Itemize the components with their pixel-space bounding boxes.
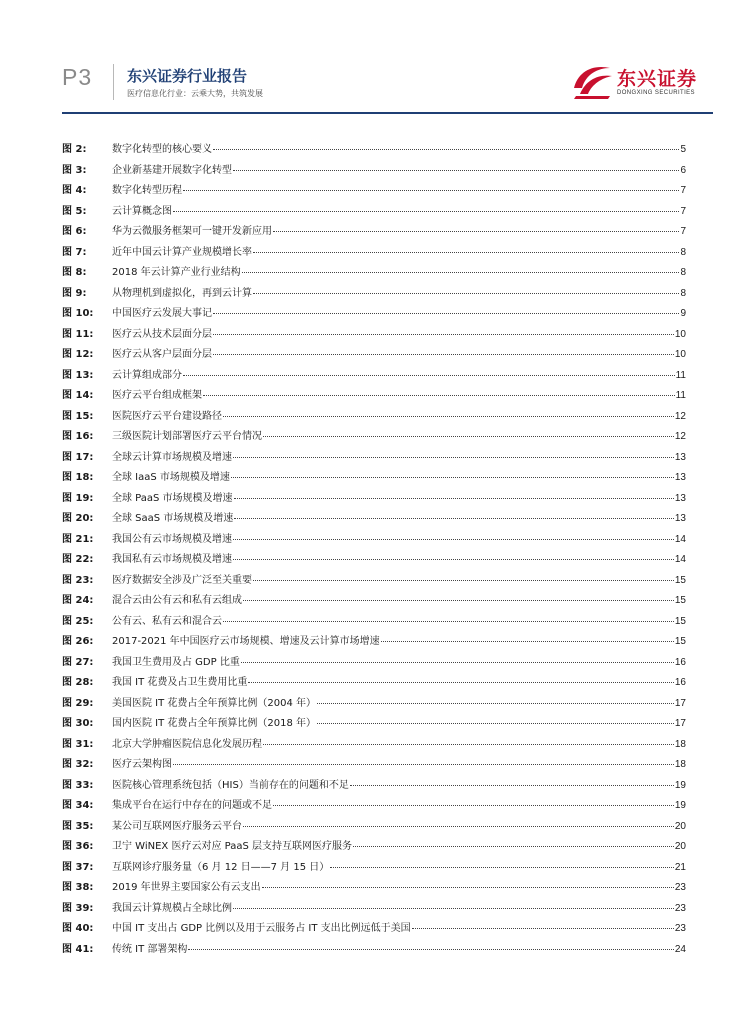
toc-entry-leader [173,211,679,212]
toc-entry-page: 20 [674,841,686,852]
toc-entry-page: 24 [674,943,686,955]
toc-entry-leader [183,190,679,191]
toc-entry[interactable] [62,284,686,305]
toc-entry[interactable] [62,243,686,264]
toc-entry[interactable] [62,858,686,879]
toc-entry-leader [188,949,673,950]
toc-entry-page: 9 [680,308,686,319]
toc-entry-page: 12 [674,431,686,442]
figure-index-list [62,140,686,960]
toc-entry-title: 我国 IT 花费及占卫生费用比重 [112,677,248,688]
toc-entry-title: 企业新基建开展数字化转型 [112,164,232,176]
toc-entry-number: 图 3: [62,164,87,176]
toc-entry-page: 8 [680,287,686,299]
toc-entry-title: 2019 年世界主要国家公有云支出 [112,882,261,893]
toc-entry[interactable] [62,325,686,346]
toc-entry-number: 图 22: [62,554,94,565]
toc-entry-title: 医疗数据安全涉及广泛至关重要 [112,574,252,586]
toc-entry-leader [263,744,674,745]
toc-entry-title: 我国私有云市场规模及增速 [112,554,232,565]
toc-entry-number: 图 30: [62,718,94,729]
toc-entry[interactable] [62,263,686,284]
toc-entry[interactable] [62,878,686,899]
toc-entry-number: 图 5: [62,205,87,217]
toc-entry-number: 图 25: [62,615,94,627]
toc-entry-page: 11 [675,369,686,381]
toc-entry-title: 中国医疗云发展大事记 [112,308,212,319]
toc-entry-page: 17 [674,718,686,729]
toc-entry-title: 医院核心管理系统包括（HIS）当前存在的问题和不足 [112,779,349,791]
toc-entry-leader [241,662,674,663]
toc-entry[interactable] [62,694,686,715]
toc-entry-page: 10 [674,349,686,360]
toc-entry-title: 传统 IT 部署架构 [112,943,188,955]
toc-entry-leader [233,539,674,540]
toc-entry-title: 近年中国云计算产业规模增长率 [112,246,252,258]
toc-entry-number: 图 41: [62,943,94,955]
toc-entry-title: 全球 SaaS 市场规模及增速 [112,513,234,524]
toc-entry-leader [233,559,674,560]
toc-entry[interactable] [62,509,686,530]
toc-entry-page: 23 [674,902,686,914]
company-logo [572,62,712,102]
toc-entry-leader [317,723,674,724]
toc-entry-title: 集成平台在运行中存在的问题或不足 [112,800,272,811]
toc-entry-leader [213,334,674,335]
toc-entry[interactable] [62,222,686,243]
toc-entry-page: 5 [680,144,686,155]
toc-entry[interactable] [62,653,686,674]
toc-entry-title: 2017-2021 年中国医疗云市场规模、增速及云计算市场增速 [112,636,380,647]
toc-entry-page: 13 [674,472,686,483]
toc-entry-number: 图 12: [62,349,94,360]
toc-entry[interactable] [62,591,686,612]
header-rule [62,112,713,114]
toc-entry-number: 图 18: [62,472,94,483]
toc-entry-number: 图 6: [62,226,87,237]
toc-entry-title: 2018 年云计算产业行业结构 [112,267,241,278]
toc-entry-number: 图 19: [62,492,94,504]
toc-entry-title: 医疗云从客户层面分层 [112,349,212,360]
toc-entry-number: 图 2: [62,144,87,155]
toc-entry-title: 卫宁 WiNEX 医疗云对应 PaaS 层支持互联网医疗服务 [112,841,352,852]
toc-entry-leader [248,682,673,683]
toc-entry-page: 7 [680,226,686,237]
toc-entry-page: 13 [674,492,686,504]
toc-entry-number: 图 20: [62,513,94,524]
toc-entry[interactable] [62,202,686,223]
toc-entry[interactable] [62,489,686,510]
toc-entry-leader [263,436,674,437]
toc-entry-title: 医疗云平台组成框架 [112,390,202,401]
toc-entry-page: 18 [674,738,686,750]
toc-entry[interactable] [62,386,686,407]
toc-entry-page: 15 [674,615,686,627]
toc-entry[interactable] [62,714,686,735]
toc-entry-leader [233,908,674,909]
toc-entry-leader [262,887,674,888]
toc-entry-leader [273,231,679,232]
toc-entry[interactable] [62,140,686,161]
toc-entry-page: 13 [674,451,686,463]
toc-entry-title: 美国医院 IT 花费占全年预算比例（2004 年） [112,697,317,709]
toc-entry[interactable] [62,407,686,428]
toc-entry-leader [317,703,674,704]
toc-entry-number: 图 31: [62,738,94,750]
toc-entry-page: 12 [674,410,686,422]
toc-entry-page: 10 [674,328,686,340]
toc-entry-number: 图 16: [62,431,94,442]
toc-entry[interactable] [62,919,686,940]
toc-entry[interactable] [62,181,686,202]
toc-entry-leader [233,170,679,171]
toc-entry-number: 图 23: [62,574,94,586]
toc-entry-leader [253,580,674,581]
toc-entry-leader [234,498,674,499]
toc-entry-number: 图 17: [62,451,94,463]
toc-entry-leader [273,805,674,806]
toc-entry-page: 18 [674,759,686,770]
toc-entry-page: 21 [674,861,686,873]
toc-entry[interactable] [62,427,686,448]
toc-entry-title: 公有云、私有云和混合云 [112,615,222,627]
toc-entry-number: 图 9: [62,287,87,299]
toc-entry-title: 医疗云架构图 [112,759,172,770]
toc-entry-page: 16 [674,677,686,688]
toc-entry-number: 图 13: [62,369,94,381]
toc-entry-number: 图 40: [62,923,94,934]
toc-entry-page: 8 [680,246,686,258]
toc-entry-page: 19 [674,800,686,811]
report-title: 东兴证券行业报告 [127,67,248,85]
toc-entry-page: 7 [680,185,686,196]
toc-entry-page: 15 [674,574,686,586]
toc-entry-title: 北京大学肿瘤医院信息化发展历程 [112,738,262,750]
toc-entry-page: 20 [674,820,686,832]
toc-entry-number: 图 32: [62,759,94,770]
toc-entry-leader [173,764,674,765]
toc-entry-number: 图 11: [62,328,94,340]
toc-entry-leader [183,375,675,376]
toc-entry-page: 23 [674,923,686,934]
toc-entry-title: 云计算概念图 [112,205,172,217]
toc-entry-leader [234,518,674,519]
toc-entry[interactable] [62,673,686,694]
report-subtitle: 医疗信息化行业：云乘大势，共筑发展 [127,89,263,98]
toc-entry-page: 14 [674,533,686,545]
toc-entry-leader [223,621,674,622]
toc-entry[interactable] [62,161,686,182]
toc-entry-title: 医院医疗云平台建设路径 [112,410,222,422]
toc-entry-page: 13 [674,513,686,524]
toc-entry-leader [381,641,674,642]
toc-entry-number: 图 34: [62,800,94,811]
toc-entry-page: 23 [674,882,686,893]
toc-entry-leader [213,354,674,355]
toc-entry-leader [243,600,674,601]
toc-entry-page: 19 [674,779,686,791]
toc-entry-number: 图 14: [62,390,94,401]
toc-entry[interactable] [62,632,686,653]
toc-entry-page: 8 [680,267,686,278]
toc-entry-leader [350,785,674,786]
toc-entry-title: 我国卫生费用及占 GDP 比重 [112,656,240,668]
toc-entry-leader [412,928,674,929]
toc-entry-title: 三级医院计划部署医疗云平台情况 [112,431,262,442]
toc-entry-number: 图 4: [62,185,87,196]
toc-entry-number: 图 8: [62,267,87,278]
toc-entry-page: 15 [674,636,686,647]
toc-entry-leader [213,313,679,314]
logo-name-en: DONGXING SECURITIES [617,90,695,96]
toc-entry-title: 全球 IaaS 市场规模及增速 [112,472,230,483]
toc-entry[interactable] [62,304,686,325]
toc-entry-leader [213,149,679,150]
toc-entry-title: 某公司互联网医疗服务云平台 [112,820,242,832]
toc-entry[interactable] [62,796,686,817]
toc-entry-title: 互联网诊疗服务量（6 月 12 日——7 月 15 日） [112,861,330,873]
toc-entry-page: 7 [680,205,686,217]
toc-entry-number: 图 27: [62,656,94,668]
toc-entry-number: 图 28: [62,677,94,688]
toc-entry-number: 图 35: [62,820,94,832]
toc-entry-leader [231,477,674,478]
toc-entry-leader [353,846,674,847]
toc-entry-title: 全球 PaaS 市场规模及增速 [112,492,233,504]
toc-entry-title: 医疗云从技术层面分层 [112,328,212,340]
toc-entry[interactable] [62,366,686,387]
toc-entry-number: 图 26: [62,636,94,647]
toc-entry-number: 图 39: [62,902,94,914]
toc-entry[interactable] [62,776,686,797]
logo-emblem-icon [572,62,614,100]
toc-entry-page: 11 [675,390,686,401]
toc-entry-page: 17 [674,697,686,709]
toc-entry-page: 6 [680,164,686,176]
toc-entry-title: 数字化转型历程 [112,185,182,196]
toc-entry[interactable] [62,550,686,571]
toc-entry-number: 图 7: [62,246,87,258]
toc-entry-title: 华为云微服务框架可一键开发新应用 [112,226,272,237]
toc-entry-leader [243,826,674,827]
toc-entry-number: 图 38: [62,882,94,893]
toc-entry[interactable] [62,899,686,920]
toc-entry[interactable] [62,530,686,551]
toc-entry[interactable] [62,940,686,961]
toc-entry-leader [330,867,674,868]
toc-entry-title: 云计算组成部分 [112,369,182,381]
toc-entry-title: 混合云由公有云和私有云组成 [112,595,242,606]
toc-entry[interactable] [62,817,686,838]
toc-entry-leader [253,252,679,253]
toc-entry-title: 国内医院 IT 花费占全年预算比例（2018 年） [112,718,317,729]
toc-entry[interactable] [62,837,686,858]
toc-entry-page: 15 [674,595,686,606]
toc-entry[interactable] [62,345,686,366]
toc-entry-title: 我国公有云市场规模及增速 [112,533,232,545]
page-number: P3 [62,64,93,90]
toc-entry-number: 图 15: [62,410,94,422]
toc-entry-number: 图 33: [62,779,94,791]
toc-entry[interactable] [62,735,686,756]
toc-entry-number: 图 37: [62,861,94,873]
toc-entry-leader [223,416,674,417]
toc-entry[interactable] [62,612,686,633]
toc-entry-leader [253,293,679,294]
toc-entry-title: 数字化转型的核心要义 [112,144,212,155]
toc-entry[interactable] [62,468,686,489]
toc-entry-number: 图 24: [62,595,94,606]
toc-entry[interactable] [62,755,686,776]
toc-entry-number: 图 21: [62,533,94,545]
logo-name-cn: 东兴证券 [617,68,698,90]
toc-entry-number: 图 10: [62,308,94,319]
toc-entry-leader [203,395,675,396]
toc-entry-number: 图 36: [62,841,94,852]
toc-entry-leader [242,272,680,273]
toc-entry[interactable] [62,571,686,592]
toc-entry-page: 16 [674,656,686,668]
header-separator [113,64,114,100]
toc-entry-title: 全球云计算市场规模及增速 [112,451,232,463]
toc-entry-title: 从物理机到虚拟化，再到云计算 [112,287,252,299]
toc-entry-title: 我国云计算规模占全球比例 [112,902,232,914]
toc-entry-number: 图 29: [62,697,94,709]
toc-entry-leader [233,457,674,458]
toc-entry[interactable] [62,448,686,469]
toc-entry-title: 中国 IT 支出占 GDP 比例以及用于云服务占 IT 支出比例远低于美国 [112,923,411,934]
toc-entry-page: 14 [674,554,686,565]
